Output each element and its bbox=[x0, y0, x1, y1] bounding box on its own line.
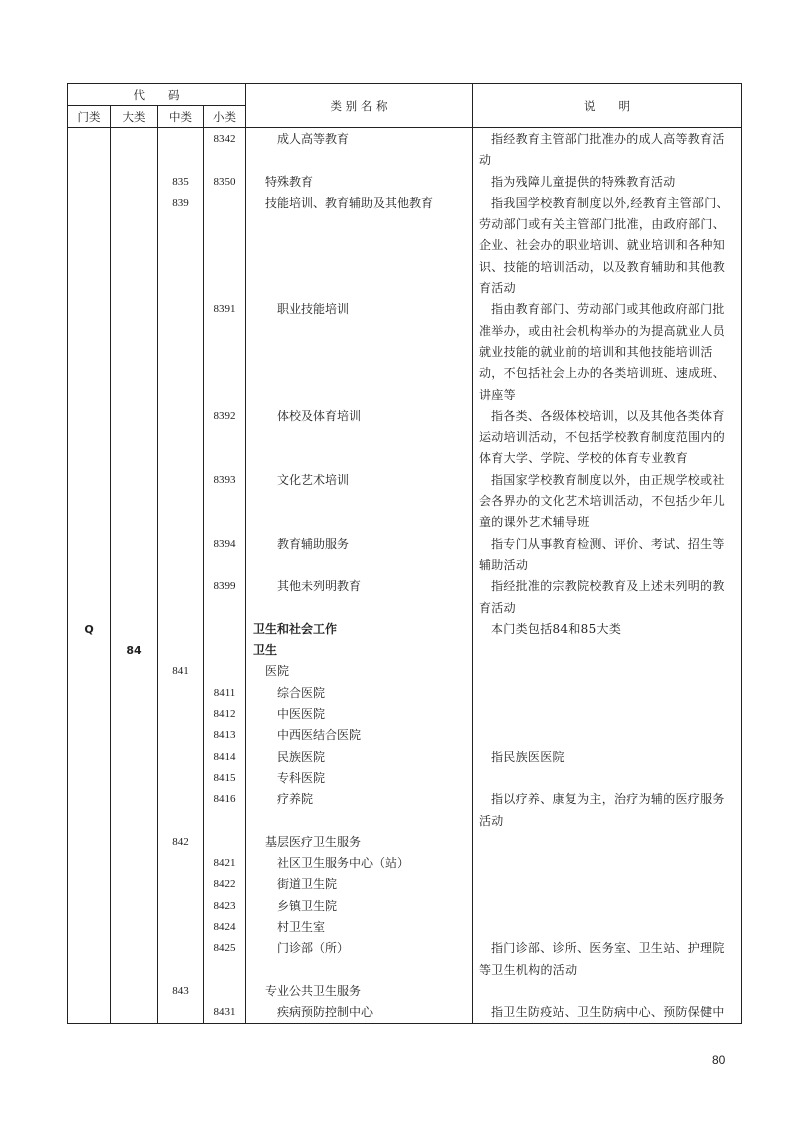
xiao-code: 8350 bbox=[204, 172, 246, 193]
zhong-code bbox=[158, 938, 204, 981]
table-row bbox=[68, 406, 742, 470]
zhong-code bbox=[158, 470, 204, 534]
table-row bbox=[68, 661, 742, 682]
category-name: 村卫生室 bbox=[246, 917, 473, 938]
xiao-code: 8393 bbox=[204, 470, 246, 534]
zhong-code bbox=[158, 534, 204, 577]
table-row bbox=[68, 619, 742, 640]
page-number: 80 bbox=[712, 1053, 726, 1067]
zhong-code bbox=[158, 299, 204, 405]
category-description bbox=[473, 704, 742, 725]
zhong-code bbox=[158, 853, 204, 874]
xiao-code: 8425 bbox=[204, 938, 246, 981]
da-code bbox=[111, 789, 158, 832]
da-code bbox=[111, 299, 158, 405]
da-code bbox=[111, 725, 158, 746]
category-description bbox=[473, 768, 742, 789]
da-code bbox=[111, 576, 158, 619]
men-code bbox=[68, 832, 111, 853]
table-row bbox=[68, 704, 742, 725]
category-name: 乡镇卫生院 bbox=[246, 896, 473, 917]
category-description bbox=[473, 683, 742, 704]
men-code bbox=[68, 917, 111, 938]
category-description: 指卫生防疫站、卫生防病中心、预防保健中 bbox=[473, 1002, 742, 1024]
xiao-code: 8413 bbox=[204, 725, 246, 746]
men-code bbox=[68, 193, 111, 299]
category-name: 疗养院 bbox=[246, 789, 473, 832]
table-row bbox=[68, 981, 742, 1002]
da-code bbox=[111, 128, 158, 172]
zhong-code bbox=[158, 406, 204, 470]
header-xiao: 小类 bbox=[204, 106, 246, 128]
da-code bbox=[111, 534, 158, 577]
category-name: 卫生和社会工作 bbox=[246, 619, 473, 640]
xiao-code: 8424 bbox=[204, 917, 246, 938]
xiao-code: 8342 bbox=[204, 128, 246, 172]
category-description: 指门诊部、诊所、医务室、卫生站、护理院等卫生机构的活动 bbox=[473, 938, 742, 981]
category-description bbox=[473, 853, 742, 874]
da-code bbox=[111, 1002, 158, 1024]
zhong-code: 842 bbox=[158, 832, 204, 853]
da-code bbox=[111, 874, 158, 895]
da-code bbox=[111, 470, 158, 534]
men-code bbox=[68, 853, 111, 874]
xiao-code: 8416 bbox=[204, 789, 246, 832]
category-description: 指专门从事教育检测、评价、考试、招生等辅助活动 bbox=[473, 534, 742, 577]
men-code bbox=[68, 406, 111, 470]
table-row bbox=[68, 576, 742, 619]
category-name: 职业技能培训 bbox=[246, 299, 473, 405]
men-code bbox=[68, 768, 111, 789]
xiao-code: 8392 bbox=[204, 406, 246, 470]
xiao-code: 8422 bbox=[204, 874, 246, 895]
men-code bbox=[68, 874, 111, 895]
table-row bbox=[68, 683, 742, 704]
zhong-code: 841 bbox=[158, 661, 204, 682]
category-name: 教育辅助服务 bbox=[246, 534, 473, 577]
zhong-code: 835 bbox=[158, 172, 204, 193]
table-row bbox=[68, 832, 742, 853]
zhong-code bbox=[158, 917, 204, 938]
da-code bbox=[111, 193, 158, 299]
category-name: 社区卫生服务中心（站） bbox=[246, 853, 473, 874]
men-code: Q bbox=[68, 619, 111, 640]
table-row bbox=[68, 853, 742, 874]
table-row bbox=[68, 789, 742, 832]
men-code bbox=[68, 725, 111, 746]
category-name: 专科医院 bbox=[246, 768, 473, 789]
xiao-code bbox=[204, 981, 246, 1002]
category-name: 其他未列明教育 bbox=[246, 576, 473, 619]
men-code bbox=[68, 789, 111, 832]
zhong-code bbox=[158, 789, 204, 832]
men-code bbox=[68, 661, 111, 682]
category-description bbox=[473, 661, 742, 682]
da-code bbox=[111, 853, 158, 874]
category-name: 体校及体育培训 bbox=[246, 406, 473, 470]
da-code bbox=[111, 981, 158, 1002]
zhong-code: 843 bbox=[158, 981, 204, 1002]
table-row bbox=[68, 747, 742, 768]
category-name: 特殊教育 bbox=[246, 172, 473, 193]
category-description: 指经批准的宗教院校教育及上述未列明的教育活动 bbox=[473, 576, 742, 619]
men-code bbox=[68, 1002, 111, 1024]
men-code bbox=[68, 704, 111, 725]
xiao-code bbox=[204, 619, 246, 640]
da-code bbox=[111, 172, 158, 193]
category-description: 指由教育部门、劳动部门或其他政府部门批准举办，或由社会机构举办的为提高就业人员就业技能的就业前的培训和其他技能培训活动，不包括社会上办的各类培训班、速成班、讲座等 bbox=[473, 299, 742, 405]
table-row bbox=[68, 534, 742, 577]
category-name: 卫生 bbox=[246, 640, 473, 661]
da-code bbox=[111, 832, 158, 853]
category-description bbox=[473, 896, 742, 917]
category-description: 指以疗养、康复为主，治疗为辅的医疗服务活动 bbox=[473, 789, 742, 832]
header-zhong: 中类 bbox=[158, 106, 204, 128]
table-row bbox=[68, 172, 742, 193]
da-code bbox=[111, 683, 158, 704]
table-row bbox=[68, 874, 742, 895]
category-name: 街道卫生院 bbox=[246, 874, 473, 895]
xiao-code: 8399 bbox=[204, 576, 246, 619]
xiao-code: 8394 bbox=[204, 534, 246, 577]
zhong-code: 839 bbox=[158, 193, 204, 299]
table-row bbox=[68, 768, 742, 789]
xiao-code bbox=[204, 661, 246, 682]
zhong-code bbox=[158, 128, 204, 172]
category-description: 指民族医医院 bbox=[473, 747, 742, 768]
zhong-code bbox=[158, 704, 204, 725]
zhong-code bbox=[158, 576, 204, 619]
xiao-code bbox=[204, 193, 246, 299]
men-code bbox=[68, 128, 111, 172]
category-description bbox=[473, 640, 742, 661]
men-code bbox=[68, 534, 111, 577]
header-da: 大类 bbox=[111, 106, 158, 128]
xiao-code: 8391 bbox=[204, 299, 246, 405]
zhong-code bbox=[158, 874, 204, 895]
category-name: 门诊部（所） bbox=[246, 938, 473, 981]
xiao-code: 8414 bbox=[204, 747, 246, 768]
category-name: 基层医疗卫生服务 bbox=[246, 832, 473, 853]
category-name: 成人高等教育 bbox=[246, 128, 473, 172]
men-code bbox=[68, 640, 111, 661]
xiao-code: 8411 bbox=[204, 683, 246, 704]
men-code bbox=[68, 981, 111, 1002]
category-description bbox=[473, 874, 742, 895]
da-code bbox=[111, 896, 158, 917]
da-code bbox=[111, 747, 158, 768]
category-name: 技能培训、教育辅助及其他教育 bbox=[246, 193, 473, 299]
category-description: 指各类、各级体校培训，以及其他各类体育运动培训活动，不包括学校教育制度范围内的体育大学、学院、学校的体育专业教育 bbox=[473, 406, 742, 470]
header-desc: 说 明 bbox=[473, 84, 742, 128]
header-men: 门类 bbox=[68, 106, 111, 128]
category-name: 中医医院 bbox=[246, 704, 473, 725]
table-row bbox=[68, 193, 742, 299]
men-code bbox=[68, 896, 111, 917]
category-name: 专业公共卫生服务 bbox=[246, 981, 473, 1002]
category-description bbox=[473, 917, 742, 938]
category-name: 文化艺术培训 bbox=[246, 470, 473, 534]
table-row bbox=[68, 725, 742, 746]
da-code bbox=[111, 768, 158, 789]
da-code bbox=[111, 406, 158, 470]
xiao-code: 8423 bbox=[204, 896, 246, 917]
category-description: 本门类包括84和85大类 bbox=[473, 619, 742, 640]
da-code bbox=[111, 661, 158, 682]
header-code: 代 码 bbox=[68, 84, 246, 106]
category-description: 指为残障儿童提供的特殊教育活动 bbox=[473, 172, 742, 193]
table-row bbox=[68, 128, 742, 172]
da-code: 84 bbox=[111, 640, 158, 661]
zhong-code bbox=[158, 1002, 204, 1024]
xiao-code: 8415 bbox=[204, 768, 246, 789]
category-name: 综合医院 bbox=[246, 683, 473, 704]
xiao-code: 8431 bbox=[204, 1002, 246, 1024]
header-name: 类 别 名 称 bbox=[246, 84, 473, 128]
table-row bbox=[68, 917, 742, 938]
category-name: 疾病预防控制中心 bbox=[246, 1002, 473, 1024]
men-code bbox=[68, 747, 111, 768]
category-description: 指国家学校教育制度以外，由正规学校或社会各界办的文化艺术培训活动，不包括少年儿童的课外艺术辅导班 bbox=[473, 470, 742, 534]
men-code bbox=[68, 470, 111, 534]
zhong-code bbox=[158, 683, 204, 704]
da-code bbox=[111, 917, 158, 938]
category-description bbox=[473, 981, 742, 1002]
category-name: 民族医院 bbox=[246, 747, 473, 768]
men-code bbox=[68, 683, 111, 704]
zhong-code bbox=[158, 725, 204, 746]
men-code bbox=[68, 576, 111, 619]
table-row bbox=[68, 896, 742, 917]
table-row bbox=[68, 640, 742, 661]
xiao-code: 8421 bbox=[204, 853, 246, 874]
classification-table bbox=[67, 83, 742, 1024]
zhong-code bbox=[158, 640, 204, 661]
men-code bbox=[68, 172, 111, 193]
zhong-code bbox=[158, 619, 204, 640]
zhong-code bbox=[158, 747, 204, 768]
category-name: 中西医结合医院 bbox=[246, 725, 473, 746]
category-description bbox=[473, 832, 742, 853]
category-description: 指经教育主管部门批准办的成人高等教育活动 bbox=[473, 128, 742, 172]
table-row bbox=[68, 1002, 742, 1024]
table-row bbox=[68, 299, 742, 405]
da-code bbox=[111, 619, 158, 640]
category-description: 指我国学校教育制度以外,经教育主管部门、劳动部门或有关主管部门批准，由政府部门、企业、社会办的职业培训、就业培训和各种知识、技能的培训活动，以及教育辅助和其他教育活动 bbox=[473, 193, 742, 299]
table-row bbox=[68, 470, 742, 534]
da-code bbox=[111, 938, 158, 981]
category-description bbox=[473, 725, 742, 746]
table-row bbox=[68, 938, 742, 981]
zhong-code bbox=[158, 768, 204, 789]
xiao-code bbox=[204, 640, 246, 661]
da-code bbox=[111, 704, 158, 725]
xiao-code: 8412 bbox=[204, 704, 246, 725]
men-code bbox=[68, 299, 111, 405]
category-name: 医院 bbox=[246, 661, 473, 682]
men-code bbox=[68, 938, 111, 981]
xiao-code bbox=[204, 832, 246, 853]
zhong-code bbox=[158, 896, 204, 917]
